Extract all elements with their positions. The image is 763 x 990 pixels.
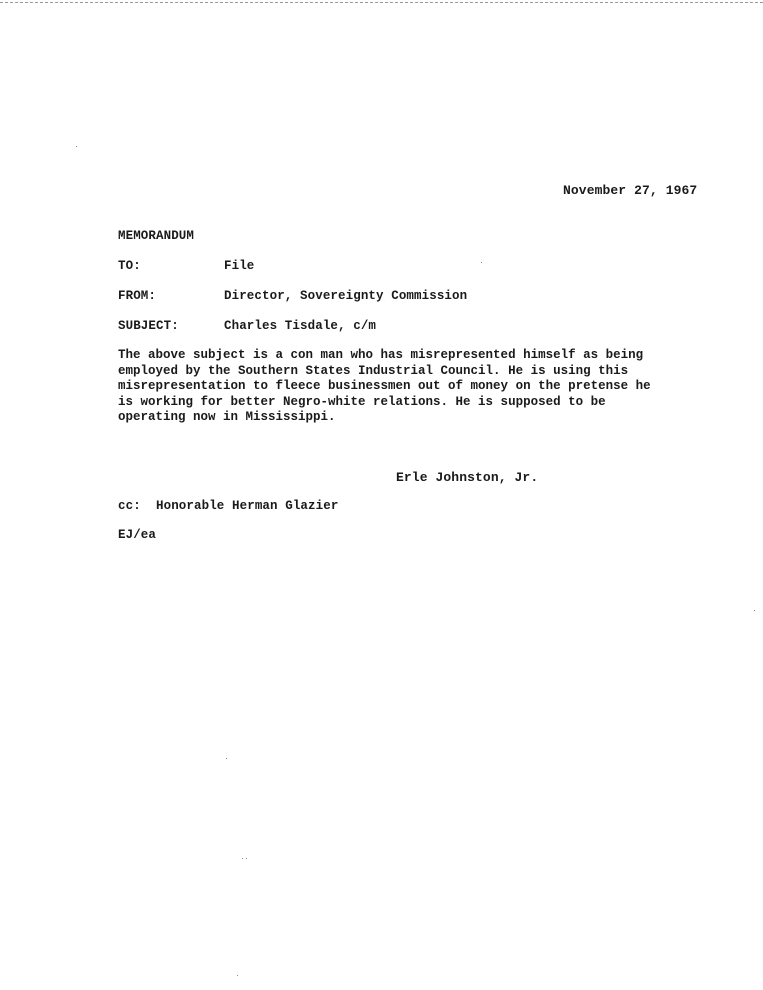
subject-value: Charles Tisdale, c/m <box>224 319 377 333</box>
paper-speck <box>237 975 238 976</box>
paper-speck <box>76 146 77 147</box>
cc-line <box>118 499 338 513</box>
subject-label: SUBJECT: <box>118 319 179 333</box>
memo-body: The above subject is a con man who has misrepresented himself as being employed by the Southern States Industrial Council. He is using this misrepresentation to fleece businessmen out of money on the pretense he is working for better Negro-white relations. He is supposed to be operating now in Mississippi. <box>118 348 651 424</box>
paper-speck <box>226 758 227 759</box>
memo-heading: MEMORANDUM <box>118 229 195 243</box>
from-value: Director, Sovereignty Commission <box>224 289 468 303</box>
typist-initials: EJ/ea <box>118 528 157 542</box>
signature: Erle Johnston, Jr. <box>396 470 539 485</box>
cc-label: cc: <box>118 499 141 513</box>
memo-date: November 27, 1967 <box>563 183 698 198</box>
cc-value: Honorable Herman Glazier <box>156 499 339 513</box>
to-label: TO: <box>118 259 141 273</box>
to-value: File <box>224 259 255 273</box>
paper-speck <box>242 858 243 859</box>
from-label: FROM: <box>118 289 157 303</box>
page-top-edge <box>0 2 763 3</box>
paper-speck <box>754 610 755 611</box>
paper-speck <box>246 858 247 859</box>
paper-speck <box>481 262 482 263</box>
